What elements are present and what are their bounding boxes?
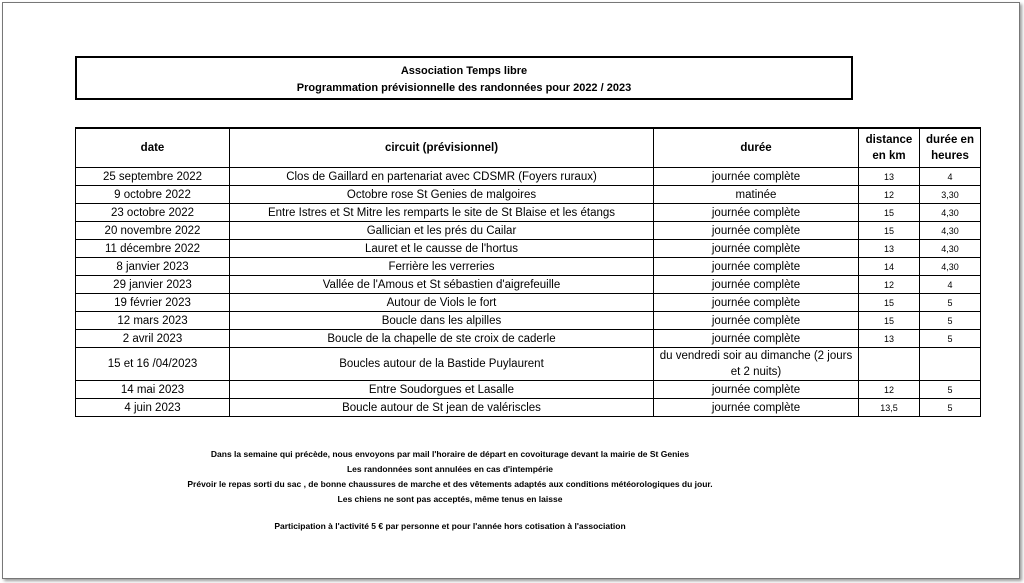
hikes-table (75, 127, 981, 417)
table-row (76, 294, 981, 312)
table-row (76, 258, 981, 276)
cell-circuit: Boucle de la chapelle de ste croix de caderle (230, 330, 654, 348)
cell-date: 2 avril 2023 (76, 330, 230, 348)
cell-heures (920, 348, 981, 381)
table-row (76, 312, 981, 330)
cell-duree: matinée (654, 186, 859, 204)
header-duree: durée (654, 128, 859, 168)
cell-duree: journée complète (654, 204, 859, 222)
cell-duree: journée complète (654, 240, 859, 258)
title-box (75, 56, 853, 100)
cell-distance: 12 (859, 276, 920, 294)
note-line: Dans la semaine qui précède, nous envoyons par mail l'horaire de départ en covoiturage devant la mairie de St Genies (210, 449, 690, 459)
cell-date: 8 janvier 2023 (76, 258, 230, 276)
note-line: Les randonnées sont annulées en cas d'intempérie (346, 464, 554, 474)
cell-heures: 4,30 (920, 240, 981, 258)
table-row (76, 330, 981, 348)
cell-date: 19 février 2023 (76, 294, 230, 312)
header-circuit: circuit (prévisionnel) (230, 128, 654, 168)
table-row (76, 222, 981, 240)
cell-circuit: Vallée de l'Amous et St sébastien d'aigrefeuille (230, 276, 654, 294)
cell-distance: 13 (859, 240, 920, 258)
cell-duree: du vendredi soir au dimanche (2 jours et 2 nuits) (654, 348, 859, 381)
cell-circuit: Entre Soudorgues et Lasalle (230, 381, 654, 399)
cell-date: 15 et 16 /04/2023 (76, 348, 230, 381)
cell-duree: journée complète (654, 312, 859, 330)
table-row (76, 168, 981, 186)
header-distance-line2: en km (872, 150, 906, 162)
cell-date: 12 mars 2023 (76, 312, 230, 330)
cell-heures: 4 (920, 276, 981, 294)
cell-date: 20 novembre 2022 (76, 222, 230, 240)
cell-distance: 15 (859, 312, 920, 330)
cell-date: 4 juin 2023 (76, 399, 230, 417)
cell-distance: 15 (859, 204, 920, 222)
cell-duree: journée complète (654, 168, 859, 186)
cell-circuit: Boucle dans les alpilles (230, 312, 654, 330)
table-row (76, 348, 981, 381)
cell-duree: journée complète (654, 381, 859, 399)
cell-circuit: Gallician et les prés du Cailar (230, 222, 654, 240)
cell-distance: 13 (859, 168, 920, 186)
table-row (76, 240, 981, 258)
cell-heures: 4,30 (920, 204, 981, 222)
cell-heures: 4,30 (920, 258, 981, 276)
table-row (76, 276, 981, 294)
cell-duree: journée complète (654, 399, 859, 417)
cell-date: 14 mai 2023 (76, 381, 230, 399)
cell-circuit: Octobre rose St Genies de malgoires (230, 186, 654, 204)
note-line: Les chiens ne sont pas acceptés, même tenus en laisse (337, 494, 563, 504)
table-row (76, 381, 981, 399)
cell-heures: 4,30 (920, 222, 981, 240)
cell-heures: 5 (920, 381, 981, 399)
cell-circuit: Boucle autour de St jean de valériscles (230, 399, 654, 417)
table-row (76, 204, 981, 222)
header-heures-line2: heures (931, 150, 969, 162)
cell-distance: 15 (859, 294, 920, 312)
cell-heures: 5 (920, 294, 981, 312)
cell-duree: journée complète (654, 294, 859, 312)
cell-circuit: Ferrière les verreries (230, 258, 654, 276)
cell-duree: journée complète (654, 330, 859, 348)
header-distance-line1: distance (865, 134, 913, 146)
cell-date: 29 janvier 2023 (76, 276, 230, 294)
cell-distance: 12 (859, 186, 920, 204)
header-date: date (76, 128, 230, 168)
table-row (76, 186, 981, 204)
cell-heures: 5 (920, 330, 981, 348)
notes-section (100, 447, 800, 534)
cell-heures: 3,30 (920, 186, 981, 204)
header-heures (920, 128, 981, 168)
cell-date: 9 octobre 2022 (76, 186, 230, 204)
cell-distance (859, 348, 920, 381)
cell-date: 11 décembre 2022 (76, 240, 230, 258)
header-heures-line1: durée en (926, 134, 974, 146)
cell-heures: 5 (920, 399, 981, 417)
cell-circuit: Autour de Viols le fort (230, 294, 654, 312)
cell-distance: 14 (859, 258, 920, 276)
cell-duree: journée complète (654, 258, 859, 276)
cell-heures: 4 (920, 168, 981, 186)
association-name: Association Temps libre (400, 65, 528, 77)
cell-heures: 5 (920, 312, 981, 330)
cell-distance: 13 (859, 330, 920, 348)
cell-circuit: Boucles autour de la Bastide Puylaurent (230, 348, 654, 381)
cell-circuit: Clos de Gaillard en partenariat avec CDSMR (Foyers ruraux) (230, 168, 654, 186)
cell-date: 25 septembre 2022 (76, 168, 230, 186)
header-distance (859, 128, 920, 168)
program-title: Programmation prévisionnelle des randonnées pour 2022 / 2023 (296, 82, 632, 94)
cell-circuit: Lauret et le causse de l'hortus (230, 240, 654, 258)
cell-distance: 12 (859, 381, 920, 399)
cell-duree: journée complète (654, 222, 859, 240)
cell-distance: 13,5 (859, 399, 920, 417)
cell-distance: 15 (859, 222, 920, 240)
cell-duree: journée complète (654, 276, 859, 294)
participation-note: Participation à l'activité 5 € par personne et pour l'année hors cotisation à l'association (274, 521, 626, 531)
table-header-row (76, 128, 981, 168)
table-row (76, 399, 981, 417)
cell-circuit: Entre Istres et St Mitre les remparts le site de St Blaise et les étangs (230, 204, 654, 222)
note-line: Prévoir le repas sorti du sac , de bonne chaussures de marche et des vêtements adaptés aux conditions météorologiques du jour. (187, 479, 713, 489)
cell-date: 23 octobre 2022 (76, 204, 230, 222)
